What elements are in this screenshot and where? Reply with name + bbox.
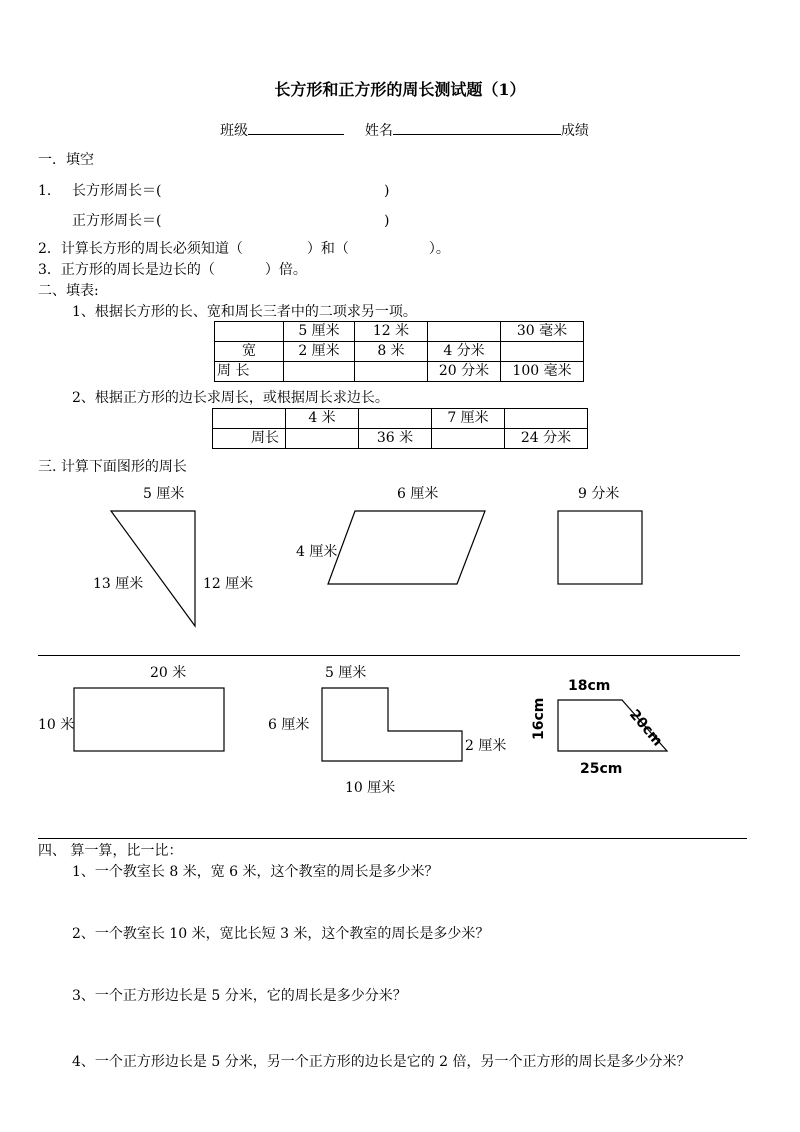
table-cell[interactable]: 12 米 xyxy=(355,322,428,342)
triangle-shape xyxy=(111,511,195,626)
section4-heading: 四、 算一算，比一比： xyxy=(38,843,183,859)
section2-heading: 二、填表: xyxy=(38,283,99,299)
lshape-left-label: 6 厘米 xyxy=(268,717,310,733)
name-label: 姓名 xyxy=(364,123,393,139)
word-problem-1: 1、一个教室长 8 米，宽 6 米，这个教室的周长是多少米？ xyxy=(72,864,439,880)
trapezoid-left-label: 16cm xyxy=(531,697,547,740)
section3-heading: 三. 计算下面图形的周长 xyxy=(38,459,187,475)
lshape-bottom-label: 10 厘米 xyxy=(345,780,396,796)
word-problem-2: 2、一个教室长 10 米，宽比长短 3 米，这个教室的周长是多少米？ xyxy=(72,926,490,942)
q2-text-c: ）。 xyxy=(428,241,450,257)
divider xyxy=(38,655,740,656)
parallelogram-side-label: 4 厘米 xyxy=(296,544,338,560)
table-cell[interactable]: 7 厘米 xyxy=(432,409,505,429)
table-cell: 周 长 xyxy=(215,362,284,382)
q2-text-a: 2．计算长方形的周长必须知道（ xyxy=(38,241,243,257)
lshape-top-label: 5 厘米 xyxy=(325,665,367,681)
square-top-label: 9 分米 xyxy=(578,486,620,502)
l-shape xyxy=(322,688,462,761)
lshape-right-label: 2 厘米 xyxy=(465,738,507,754)
table-cell[interactable]: 20 分米 xyxy=(428,362,501,382)
page-title: 长方形和正方形的周长测试题（1） xyxy=(274,80,526,99)
parallelogram-shape xyxy=(328,511,485,584)
table-cell[interactable]: 4 米 xyxy=(286,409,359,429)
class-label: 班级 xyxy=(220,123,248,139)
table-cell[interactable]: 4 分米 xyxy=(428,342,501,362)
triangle-hyp-label: 13 厘米 xyxy=(93,576,144,592)
word-problem-3: 3、一个正方形边长是 5 分米，它的周长是多少分米？ xyxy=(72,988,407,1004)
q1-rect-close: ) xyxy=(384,183,390,199)
trapezoid-slant-label: 20cm xyxy=(625,706,666,750)
q1-square-formula: 正方形周长＝( xyxy=(72,213,162,229)
q1-square-close: ) xyxy=(384,213,390,229)
table-cell[interactable]: 5 厘米 xyxy=(284,322,355,342)
table1-instruction: 1、根据长方形的长、宽和周长三者中的二项求另一项。 xyxy=(72,304,417,320)
parallelogram-top-label: 6 厘米 xyxy=(397,486,439,502)
q3-text-a: 3．正方形的周长是边长的（ xyxy=(38,262,215,278)
trapezoid-top-label: 18cm xyxy=(568,678,611,694)
table-cell[interactable]: 36 米 xyxy=(359,429,432,449)
table-cell: 宽 xyxy=(215,342,284,362)
table-cell[interactable]: 30 毫米 xyxy=(501,322,584,342)
triangle-top-label: 5 厘米 xyxy=(143,486,185,502)
divider xyxy=(38,838,747,839)
q1-rect-formula: 长方形周长＝( xyxy=(72,183,162,199)
section1-heading: 一．填空 xyxy=(38,152,94,168)
q1-number: 1． xyxy=(38,183,61,199)
rectangle-left-label: 10 米 xyxy=(38,717,75,733)
q3-text-b: ）倍。 xyxy=(264,262,307,278)
table-cell[interactable]: 8 米 xyxy=(355,342,428,362)
rectangle-top-label: 20 米 xyxy=(150,665,187,681)
q2-text-b: ）和（ xyxy=(306,241,349,257)
rectangle-shape xyxy=(74,688,224,751)
table-cell[interactable]: 24 分米 xyxy=(505,429,588,449)
table-cell[interactable]: 100 毫米 xyxy=(501,362,584,382)
trapezoid-bottom-label: 25cm xyxy=(580,761,623,777)
square-shape xyxy=(558,511,642,584)
table2-instruction: 2、根据正方形的边长求周长，或根据周长求边长。 xyxy=(72,390,389,406)
table-cell[interactable]: 2 厘米 xyxy=(284,342,355,362)
triangle-right-label: 12 厘米 xyxy=(203,576,254,592)
table-cell: 周长 xyxy=(213,429,286,449)
score-label: 成绩 xyxy=(560,123,589,139)
word-problem-4: 4、一个正方形边长是 5 分米，另一个正方形的边长是它的 2 倍，另一个正方形的周长是多少分米？ xyxy=(72,1054,691,1070)
